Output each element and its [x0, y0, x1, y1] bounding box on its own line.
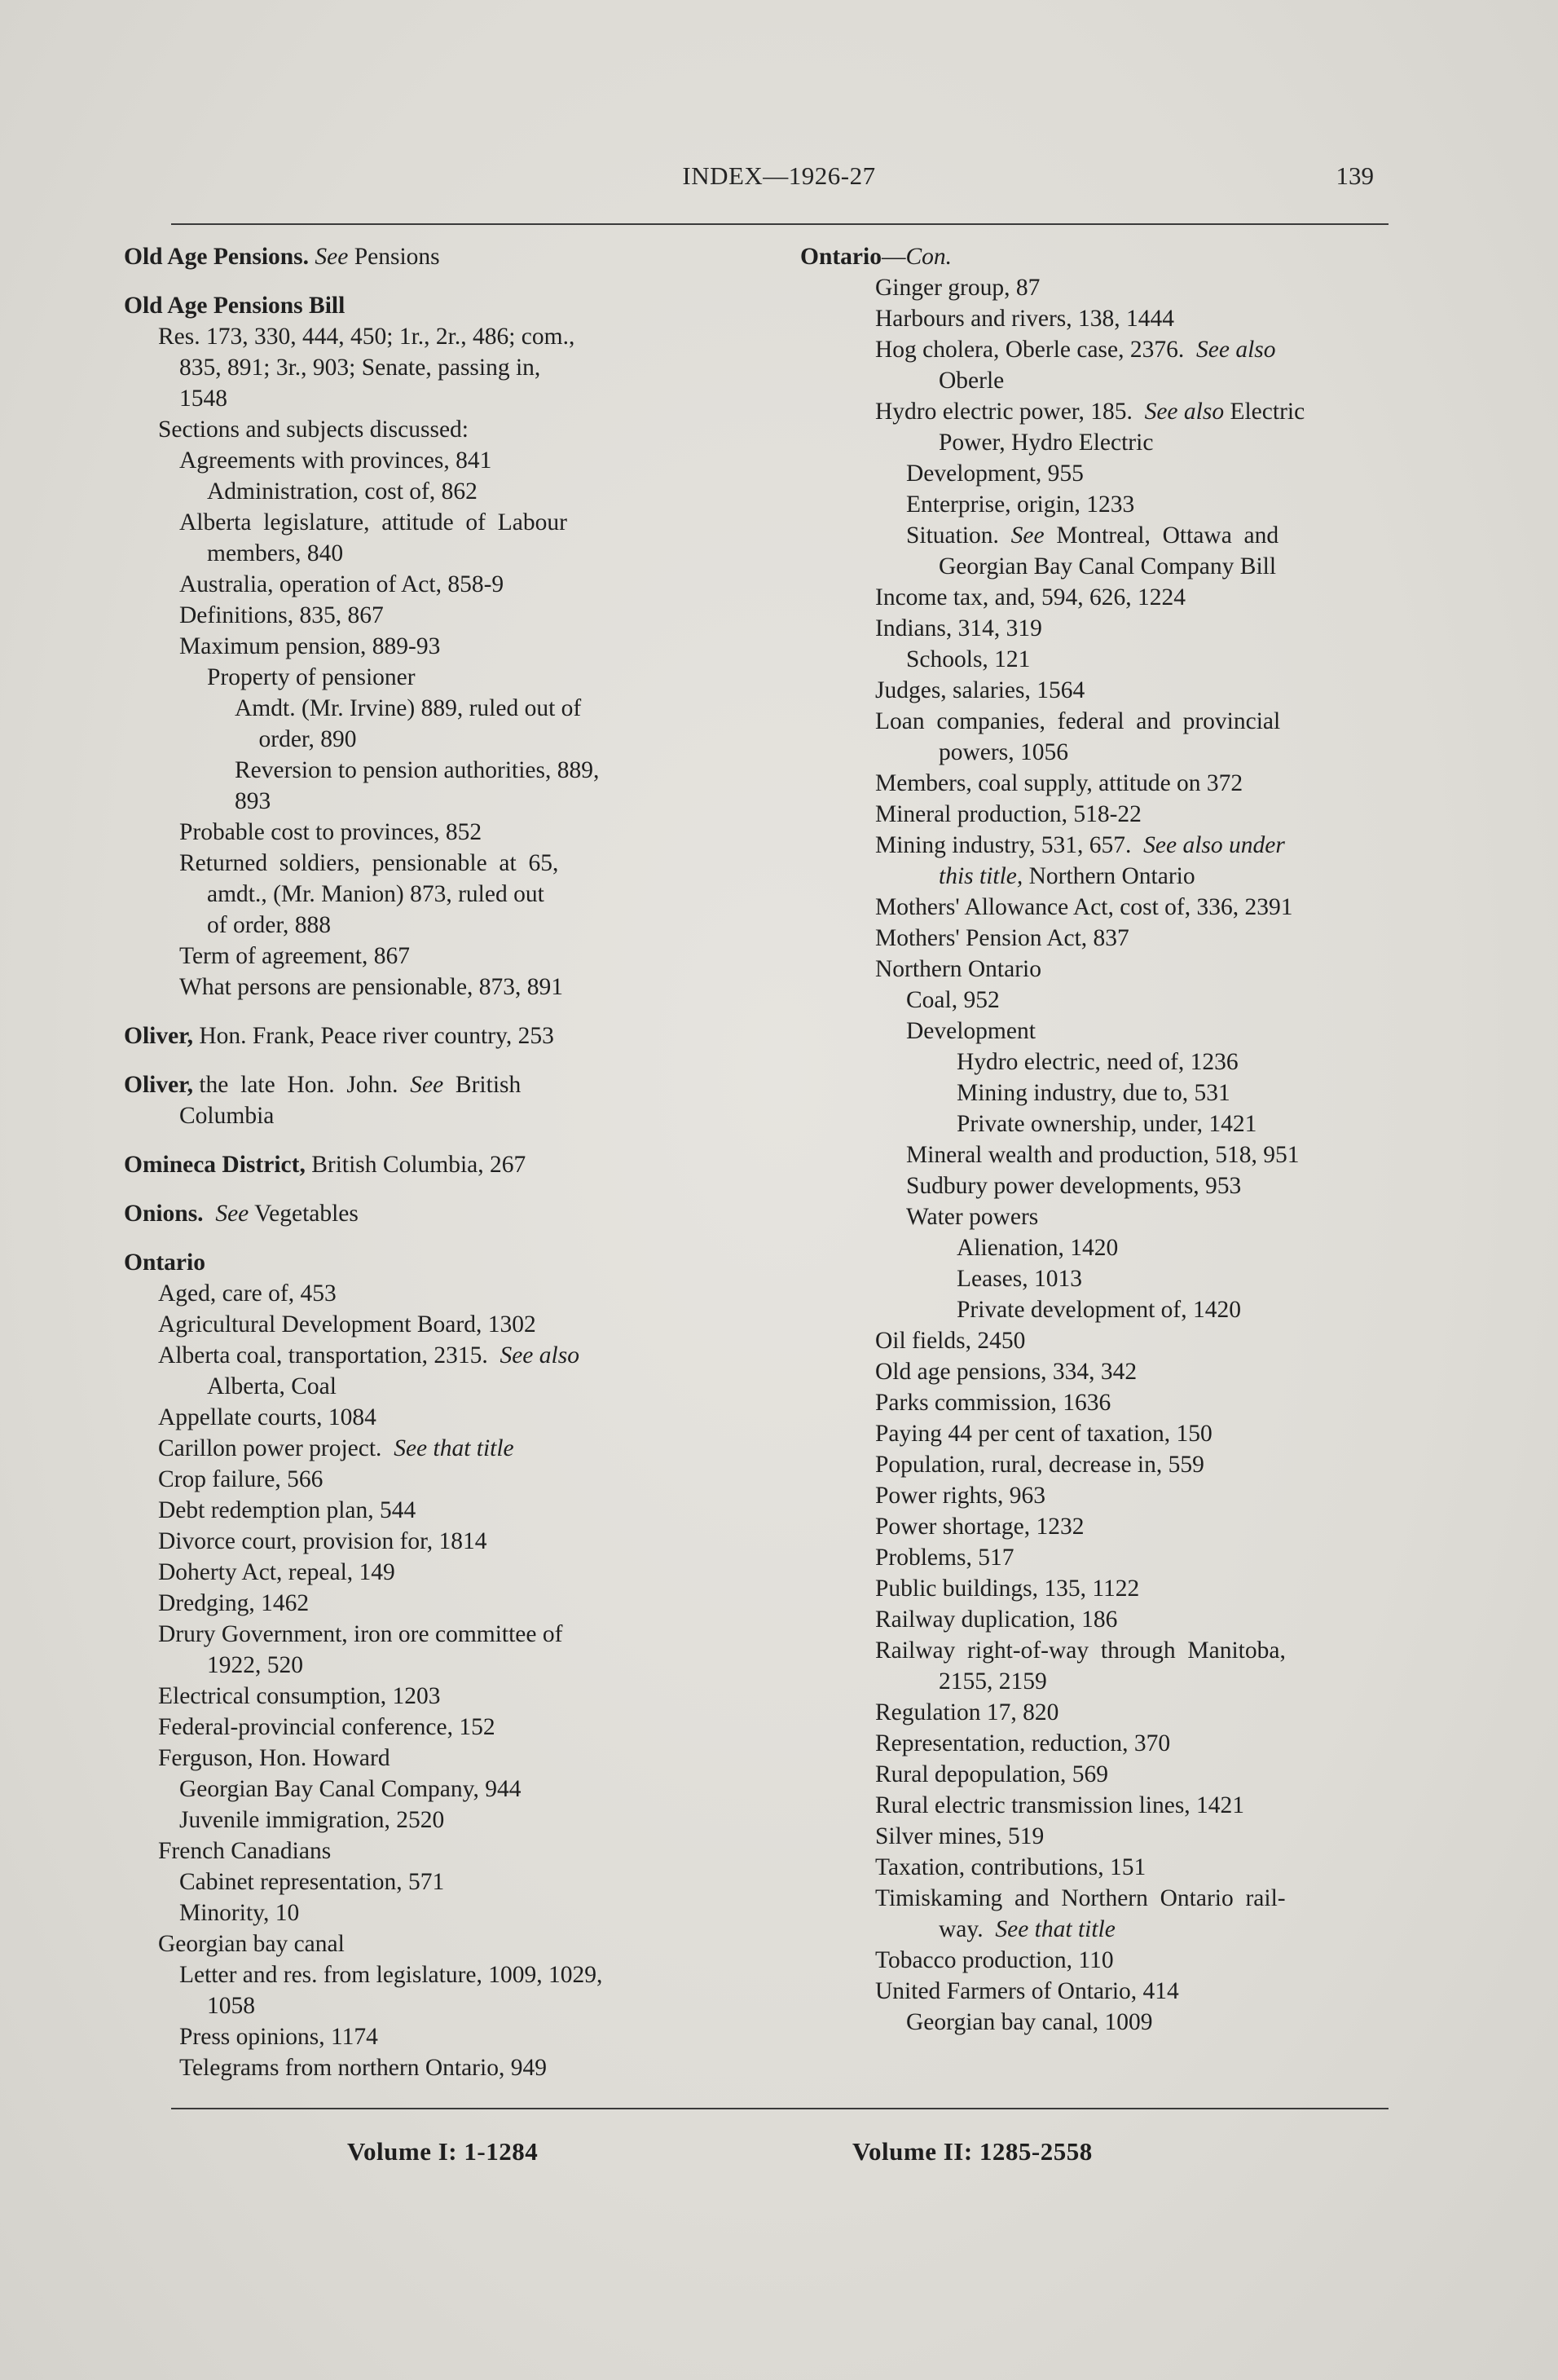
index-entry — [124, 476, 743, 507]
entry-text: Doherty Act, repeal, 149 — [158, 1559, 395, 1585]
index-entry — [124, 662, 743, 693]
entry-text: Alberta coal, transportation, 2315. — [158, 1342, 500, 1368]
entry-text: 1922, 520 — [207, 1652, 303, 1678]
entry-text: Term of agreement, 867 — [179, 943, 410, 969]
index-heading — [124, 1020, 743, 1051]
index-entry — [800, 365, 1393, 396]
index-entry — [124, 569, 743, 600]
entry-text: the late Hon. John. — [192, 1072, 411, 1098]
index-entry — [800, 1914, 1393, 1945]
entry-text: Sudbury power developments, 953 — [906, 1173, 1242, 1199]
entry-text: Georgian Bay Canal Company Bill — [939, 553, 1277, 580]
volume-two-label: Volume II: 1285-2558 — [852, 2137, 1093, 2166]
index-entry — [124, 1464, 743, 1495]
entry-text: Schools, 121 — [906, 646, 1031, 672]
index-entry — [124, 1774, 743, 1805]
entry-text: Indians, 314, 319 — [875, 615, 1042, 641]
index-entry — [800, 551, 1393, 582]
entry-text: Agricultural Development Board, 1302 — [158, 1311, 536, 1338]
index-entry — [800, 489, 1393, 520]
entry-text: Water powers — [906, 1204, 1039, 1230]
entry-reference-text: See that title — [995, 1916, 1116, 1942]
index-entry — [800, 799, 1393, 830]
entry-text: Taxation, contributions, 151 — [875, 1854, 1146, 1880]
index-entry — [124, 2021, 743, 2052]
entry-text: Tobacco production, 110 — [875, 1947, 1114, 1973]
index-entry — [800, 1852, 1393, 1883]
entry-text: United Farmers of Ontario, 414 — [875, 1978, 1179, 2004]
index-entry — [124, 848, 743, 879]
index-entry — [124, 1743, 743, 1774]
entry-text: Hydro electric, need of, 1236 — [957, 1049, 1239, 1075]
entry-text: Rural depopulation, 569 — [875, 1761, 1108, 1787]
index-entry — [800, 1170, 1393, 1201]
entry-text: Power shortage, 1232 — [875, 1514, 1085, 1540]
index-entry — [800, 520, 1393, 551]
entry-text: Vegetables — [249, 1201, 359, 1227]
entry-text: Administration, cost of, 862 — [207, 478, 478, 505]
entry-text: Judges, salaries, 1564 — [875, 677, 1085, 703]
entry-text: Probable cost to provinces, 852 — [179, 819, 482, 845]
entry-text: British — [443, 1072, 522, 1098]
entry-text: Problems, 517 — [875, 1545, 1014, 1571]
entry-text: Crop failure, 566 — [158, 1466, 323, 1492]
entry-text: Alberta, Coal — [207, 1373, 337, 1399]
index-entry — [800, 892, 1393, 923]
entry-text: Dredging, 1462 — [158, 1590, 310, 1616]
entry-text: Definitions, 835, 867 — [179, 602, 384, 628]
index-entry — [800, 1325, 1393, 1356]
index-entry — [800, 1047, 1393, 1078]
index-entry — [124, 1433, 743, 1464]
footer-rule — [171, 2108, 1389, 2109]
entry-text: 835, 891; 3r., 903; Senate, passing in, — [179, 355, 541, 381]
entry-text: Press opinions, 1174 — [179, 2024, 378, 2050]
entry-text: Georgian bay canal, 1009 — [906, 2009, 1153, 2035]
entry-text: Alienation, 1420 — [957, 1235, 1119, 1261]
entry-reference-text: See also — [1196, 337, 1276, 363]
entry-reference-text: Con. — [905, 244, 953, 270]
entry-text: Members, coal supply, attitude on 372 — [875, 770, 1243, 796]
entry-text: Public buildings, 135, 1122 — [875, 1576, 1140, 1602]
entry-text: 893 — [235, 788, 271, 814]
entry-text: Sections and subjects discussed: — [158, 416, 469, 443]
entry-text: Maximum pension, 889-93 — [179, 633, 441, 659]
index-entry — [800, 1635, 1393, 1666]
entry-text: Loan companies, federal and provincial — [875, 708, 1281, 734]
index-entry — [800, 954, 1393, 985]
index-entry — [124, 383, 743, 414]
entry-text — [204, 1201, 216, 1227]
entry-text: Development — [906, 1018, 1036, 1044]
index-entry — [124, 1805, 743, 1836]
entry-reference-text: See — [410, 1072, 444, 1098]
index-entry — [124, 1526, 743, 1557]
entry-text: Private ownership, under, 1421 — [957, 1111, 1257, 1137]
index-entry — [124, 941, 743, 972]
index-entry — [800, 582, 1393, 613]
entry-text: Letter and res. from legislature, 1009, 1029, — [179, 1962, 603, 1988]
entry-text: Mineral wealth and production, 518, 951 — [906, 1142, 1300, 1168]
index-entry — [124, 1650, 743, 1681]
entry-text: Electrical consumption, 1203 — [158, 1683, 441, 1709]
entry-text: Regulation 17, 820 — [875, 1699, 1059, 1726]
page-number: 139 — [1336, 161, 1374, 190]
entry-text: Georgian bay canal — [158, 1931, 345, 1957]
index-entry — [800, 1418, 1393, 1449]
index-entry — [800, 1108, 1393, 1139]
index-entry — [124, 1340, 743, 1371]
entry-text: Silver mines, 519 — [875, 1823, 1045, 1849]
entry-text: 2155, 2159 — [939, 1668, 1047, 1695]
entry-text: Power, Hydro Electric — [939, 430, 1154, 456]
index-entry — [800, 1356, 1393, 1387]
entry-text: Electric — [1224, 399, 1305, 425]
entry-text: Aged, care of, 453 — [158, 1280, 337, 1307]
entry-text: Hog cholera, Oberle case, 2376. — [875, 337, 1197, 363]
index-entry — [800, 861, 1393, 892]
index-entry — [124, 1867, 743, 1897]
entry-heading-text: Omineca District, — [124, 1152, 306, 1178]
entry-text: Divorce court, provision for, 1814 — [158, 1528, 487, 1554]
index-entry — [124, 1681, 743, 1712]
entry-heading-text: Ontario — [800, 244, 882, 270]
index-entry — [800, 737, 1393, 768]
index-entry — [800, 1263, 1393, 1294]
entry-text: — — [881, 244, 906, 270]
index-entry — [800, 1387, 1393, 1418]
index-entry — [800, 396, 1393, 427]
entry-text: Debt redemption plan, 544 — [158, 1497, 416, 1523]
index-entry — [800, 985, 1393, 1016]
entry-text: Property of pensioner — [207, 664, 416, 690]
index-entry — [124, 910, 743, 941]
entry-text: Oberle — [939, 368, 1005, 394]
entry-text: British Columbia, 267 — [305, 1152, 526, 1178]
index-entry — [800, 644, 1393, 675]
entry-text: Mothers' Pension Act, 837 — [875, 925, 1129, 951]
entry-text: Timiskaming and Northern Ontario rail- — [875, 1885, 1286, 1911]
index-entry — [800, 1232, 1393, 1263]
entry-text: Hydro electric power, 185. — [875, 399, 1145, 425]
entry-text: 1548 — [179, 386, 227, 412]
entry-text: Railway duplication, 186 — [875, 1606, 1118, 1633]
entry-text: Population, rural, decrease in, 559 — [875, 1452, 1204, 1478]
entry-heading-text: Oliver, — [124, 1023, 193, 1049]
entry-reference-text: See also under — [1143, 832, 1285, 858]
index-entry — [124, 1100, 743, 1131]
index-entry — [800, 303, 1393, 334]
entry-heading-text: Ontario — [124, 1250, 205, 1276]
index-heading — [124, 1198, 743, 1229]
entry-text: French Canadians — [158, 1838, 332, 1864]
index-entry — [124, 972, 743, 1003]
entry-text: Situation. — [906, 522, 1011, 549]
entry-heading-text: Old Age Pensions Bill — [124, 293, 345, 319]
index-entry — [800, 768, 1393, 799]
index-entry — [124, 786, 743, 817]
index-entry — [124, 1619, 743, 1650]
entry-text: Appellate courts, 1084 — [158, 1404, 376, 1430]
entry-text: Leases, 1013 — [957, 1266, 1083, 1292]
index-entry — [800, 1945, 1393, 1976]
entry-reference-text: See also — [500, 1342, 579, 1368]
entry-reference-text: See — [215, 1201, 249, 1227]
entry-text: of order, 888 — [207, 912, 332, 938]
index-entry — [124, 1495, 743, 1526]
index-entry — [800, 272, 1393, 303]
entry-text: Reversion to pension authorities, 889, — [235, 757, 600, 783]
index-entry — [800, 1573, 1393, 1604]
entry-text: Mineral production, 518-22 — [875, 801, 1142, 827]
entry-text: Coal, 952 — [906, 987, 1000, 1013]
index-entry — [124, 2052, 743, 2083]
volume-one-label: Volume I: 1-1284 — [347, 2137, 539, 2166]
entry-text: Ferguson, Hon. Howard — [158, 1745, 390, 1771]
index-entry — [800, 1759, 1393, 1790]
index-entry — [800, 1697, 1393, 1728]
index-entry — [800, 1294, 1393, 1325]
entry-text: Montreal, Ottawa and — [1044, 522, 1279, 549]
index-entry — [800, 706, 1393, 737]
index-column-right — [800, 241, 1393, 2038]
entry-text: Agreements with provinces, 841 — [179, 447, 492, 474]
entry-text: powers, 1056 — [939, 739, 1068, 765]
entry-text: Drury Government, iron ore committee of — [158, 1621, 563, 1647]
entry-text: Amdt. (Mr. Irvine) 889, ruled out of — [235, 695, 582, 721]
entry-text: way. — [939, 1916, 996, 1942]
entry-text: order, 890 — [235, 726, 357, 752]
index-entry — [800, 1542, 1393, 1573]
entry-text: Cabinet representation, 571 — [179, 1869, 445, 1895]
entry-text: Oil fields, 2450 — [875, 1328, 1026, 1354]
index-entry — [124, 414, 743, 445]
index-entry — [124, 1990, 743, 2021]
entry-text: Mining industry, 531, 657. — [875, 832, 1144, 858]
index-entry — [800, 1139, 1393, 1170]
index-entry — [800, 830, 1393, 861]
page-title: INDEX—1926-27 — [682, 161, 876, 190]
index-entry — [124, 755, 743, 786]
index-entry — [124, 1897, 743, 1928]
index-entry — [124, 1928, 743, 1959]
index-entry — [124, 352, 743, 383]
entry-text: Minority, 10 — [179, 1900, 300, 1926]
entry-text: Juvenile immigration, 2520 — [179, 1807, 445, 1833]
index-entry — [124, 1836, 743, 1867]
entry-text: Mining industry, due to, 531 — [957, 1080, 1230, 1106]
entry-text: Northern Ontario — [875, 956, 1041, 982]
index-entry — [124, 1557, 743, 1588]
entry-text: What persons are pensionable, 873, 891 — [179, 974, 564, 1000]
header-rule — [171, 223, 1389, 225]
index-entry — [124, 1371, 743, 1402]
index-entry — [124, 1278, 743, 1309]
index-entry — [800, 1976, 1393, 2007]
entry-text: Parks commission, 1636 — [875, 1390, 1111, 1416]
index-entry — [124, 445, 743, 476]
entry-text: Railway right-of-way through Manitoba, — [875, 1637, 1286, 1664]
index-entry — [124, 538, 743, 569]
entry-text: Private development of, 1420 — [957, 1297, 1242, 1323]
entry-text: Old age pensions, 334, 342 — [875, 1359, 1138, 1385]
index-entry — [800, 1201, 1393, 1232]
index-entry — [124, 724, 743, 755]
index-entry — [800, 2007, 1393, 2038]
entry-text: Harbours and rivers, 138, 1444 — [875, 306, 1175, 332]
entry-text: Carillon power project. — [158, 1435, 394, 1461]
entry-text: Representation, reduction, 370 — [875, 1730, 1171, 1756]
entry-text: Australia, operation of Act, 858-9 — [179, 571, 504, 597]
entry-text: Rural electric transmission lines, 1421 — [875, 1792, 1245, 1818]
entry-text: Power rights, 963 — [875, 1483, 1045, 1509]
entry-reference-text: See that title — [394, 1435, 514, 1461]
index-heading — [124, 241, 743, 272]
index-heading — [124, 290, 743, 321]
index-entry — [800, 334, 1393, 365]
index-entry — [124, 1712, 743, 1743]
entry-text: Alberta legislature, attitude of Labour — [179, 509, 567, 536]
entry-text: Ginger group, 87 — [875, 275, 1041, 301]
entry-reference-text: See — [1010, 522, 1045, 549]
index-column-left — [124, 241, 743, 2083]
index-entry — [124, 507, 743, 538]
index-entry — [800, 1604, 1393, 1635]
entry-text: Income tax, and, 594, 626, 1224 — [875, 584, 1186, 610]
index-entry — [124, 631, 743, 662]
index-entry — [800, 1480, 1393, 1511]
entry-text: Hon. Frank, Peace river country, 253 — [192, 1023, 554, 1049]
index-heading — [124, 1149, 743, 1180]
entry-reference-text: See — [315, 244, 349, 270]
entry-heading-text: Onions. — [124, 1201, 204, 1227]
index-entry — [800, 613, 1393, 644]
entry-text: Pensions — [348, 244, 440, 270]
index-entry — [124, 1309, 743, 1340]
entry-text: Columbia — [179, 1103, 275, 1129]
index-entry — [124, 1588, 743, 1619]
index-entry — [124, 321, 743, 352]
index-entry — [800, 1078, 1393, 1108]
index-heading — [800, 241, 1393, 272]
index-entry — [800, 675, 1393, 706]
index-entry — [800, 1666, 1393, 1697]
entry-text: Res. 173, 330, 444, 450; 1r., 2r., 486; com., — [158, 324, 575, 350]
entry-text: 1058 — [207, 1993, 255, 2019]
entry-text: Telegrams from northern Ontario, 949 — [179, 2055, 547, 2081]
index-entry — [800, 1511, 1393, 1542]
index-entry — [124, 817, 743, 848]
index-entry — [800, 1883, 1393, 1914]
index-entry — [800, 1821, 1393, 1852]
entry-reference-text: See also — [1144, 399, 1225, 425]
entry-text: Mothers' Allowance Act, cost of, 336, 2391 — [875, 894, 1293, 920]
entry-heading-text: Oliver, — [124, 1072, 193, 1098]
index-entry — [800, 1728, 1393, 1759]
entry-text: Development, 955 — [906, 461, 1084, 487]
entry-text: Northern Ontario — [1023, 863, 1195, 889]
entry-text: Paying 44 per cent of taxation, 150 — [875, 1421, 1213, 1447]
index-entry — [800, 458, 1393, 489]
index-entry — [800, 1449, 1393, 1480]
index-entry — [124, 879, 743, 910]
index-entry — [124, 1402, 743, 1433]
entry-heading-text: Old Age Pensions. — [124, 244, 310, 270]
index-entry — [124, 1959, 743, 1990]
entry-text: Enterprise, origin, 1233 — [906, 491, 1135, 518]
entry-text: amdt., (Mr. Manion) 873, ruled out — [207, 881, 544, 907]
entry-reference-text: this title, — [939, 863, 1023, 889]
index-entry — [124, 693, 743, 724]
index-entry — [124, 600, 743, 631]
entry-text: members, 840 — [207, 540, 344, 566]
index-heading — [124, 1247, 743, 1278]
entry-text: Returned soldiers, pensionable at 65, — [179, 850, 559, 876]
entry-text: Federal-provincial conference, 152 — [158, 1714, 495, 1740]
entry-text: Georgian Bay Canal Company, 944 — [179, 1776, 522, 1802]
index-entry — [800, 1016, 1393, 1047]
index-entry — [800, 1790, 1393, 1821]
index-heading — [124, 1069, 743, 1100]
index-entry — [800, 923, 1393, 954]
index-entry — [800, 427, 1393, 458]
